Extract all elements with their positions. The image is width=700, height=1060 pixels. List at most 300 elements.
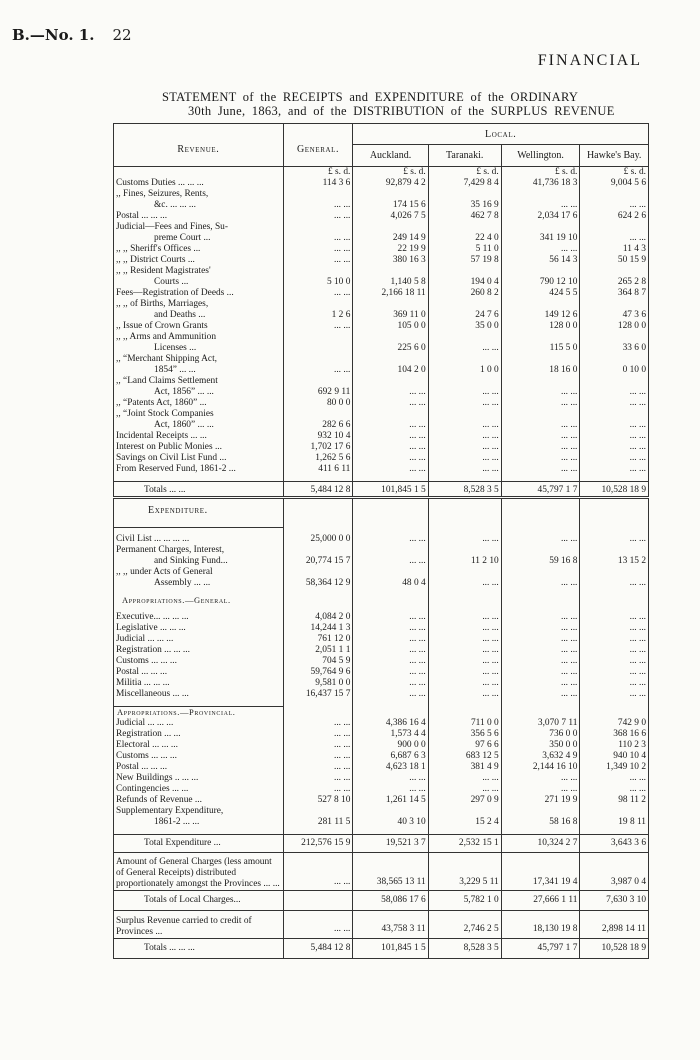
amount-cell: 97 6 6: [428, 740, 501, 751]
row-label: 1854” ... ...: [114, 365, 284, 376]
amount-cell: ... ...: [283, 852, 353, 890]
amount-cell: ... ...: [353, 398, 428, 409]
financial-statement-table: [113, 123, 649, 959]
amount-cell: 5,782 1 0: [428, 890, 501, 910]
row-label: Postal ... ... ...: [114, 211, 284, 222]
expenditure-heading-text: Expenditure.: [114, 505, 284, 527]
amount-cell: [428, 332, 501, 343]
amount-cell: 742 9 0: [580, 718, 649, 729]
expenditure-provincial-row: [114, 729, 649, 740]
amount-cell: 704 5 9: [283, 656, 353, 667]
row-label: Totals ... ...: [114, 482, 284, 498]
row-label: Fees—Registration of Deeds ...: [114, 288, 284, 299]
amount-cell: [501, 354, 580, 365]
amount-cell: [580, 354, 649, 365]
expenditure-general-row: [114, 634, 649, 645]
row-label: Registration ... ...: [114, 729, 284, 740]
amount-cell: ... ...: [580, 678, 649, 689]
amount-cell: [353, 545, 428, 556]
amount-cell: ... ...: [283, 321, 353, 332]
amount-cell: [428, 409, 501, 420]
row-label: Civil List ... ... ... ...: [114, 534, 284, 545]
amount-cell: ... ...: [353, 453, 428, 464]
amount-cell: 43,758 3 11: [353, 910, 428, 938]
amount-cell: [501, 266, 580, 277]
row-label: ,, ,, Arms and Ammunition: [114, 332, 284, 343]
expenditure-section: [114, 498, 649, 959]
amount-cell: 50 15 9: [580, 255, 649, 266]
expenditure-general-row: [114, 656, 649, 667]
revenue-row: [114, 244, 649, 255]
amount-cell: 356 5 6: [428, 729, 501, 740]
amount-cell: 1 2 6: [283, 310, 353, 321]
amount-cell: ... ...: [428, 442, 501, 453]
amount-cell: ... ...: [580, 656, 649, 667]
appropriations-provincial-heading-text: Appropriations.—Provincial.: [114, 706, 284, 718]
amount-cell: 128 0 0: [580, 321, 649, 332]
amount-cell: 282 6 6: [283, 420, 353, 431]
amount-cell: ... ...: [283, 200, 353, 211]
amount-cell: ... ...: [501, 634, 580, 645]
amount-cell: 45,797 1 7: [501, 938, 580, 958]
amount-cell: 114 3 6: [283, 178, 353, 189]
amount-cell: 5,484 12 8: [283, 938, 353, 958]
amount-cell: [428, 266, 501, 277]
amount-cell: [283, 222, 353, 233]
amount-cell: 2,746 2 5: [428, 910, 501, 938]
amount-cell: 194 0 4: [428, 277, 501, 288]
amount-cell: ... ...: [428, 343, 501, 354]
amount-cell: 10,324 2 7: [501, 834, 580, 852]
expenditure-general-row: [114, 678, 649, 689]
amount-cell: ... ...: [580, 200, 649, 211]
amount-cell: ... ...: [353, 773, 428, 784]
expenditure-general-row: [114, 645, 649, 656]
amount-cell: ... ...: [580, 387, 649, 398]
amount-cell: [501, 376, 580, 387]
amount-cell: ... ...: [501, 398, 580, 409]
expenditure-heading: [114, 505, 649, 527]
row-label: 1861-2 ... ...: [114, 817, 284, 828]
revenue-totals: [114, 482, 649, 498]
amount-cell: ... ...: [501, 420, 580, 431]
amount-cell: ... ...: [501, 656, 580, 667]
amount-cell: ... ...: [428, 420, 501, 431]
amount-cell: ... ...: [283, 762, 353, 773]
amount-cell: 1,702 17 6: [283, 442, 353, 453]
amount-cell: ... ...: [501, 431, 580, 442]
revenue-row: [114, 354, 649, 365]
province-taranaki: Taranaki.: [428, 145, 501, 167]
amount-cell: ... ...: [353, 431, 428, 442]
final-totals-row: [114, 938, 649, 958]
amount-cell: ... ...: [428, 623, 501, 634]
revenue-section: [114, 178, 649, 482]
amount-cell: ... ...: [580, 689, 649, 700]
amount-cell: 8,528 3 5: [428, 482, 501, 498]
amount-cell: ... ...: [283, 740, 353, 751]
amount-cell: 212,576 15 9: [283, 834, 353, 852]
revenue-row: [114, 387, 649, 398]
amount-cell: [283, 343, 353, 354]
amount-cell: ... ...: [428, 656, 501, 667]
amount-cell: ... ...: [580, 442, 649, 453]
row-label: ,, ,, of Births, Marriages,: [114, 299, 284, 310]
amount-cell: 101,845 1 5: [353, 482, 428, 498]
surplus-revenue-row: [114, 910, 649, 938]
amount-cell: [501, 222, 580, 233]
amount-cell: ... ...: [428, 612, 501, 623]
expenditure-general-row: [114, 612, 649, 623]
units-label: £ s. d.: [283, 167, 353, 179]
amount-cell: ... ...: [428, 387, 501, 398]
expenditure-provincial-row: [114, 795, 649, 806]
revenue-row: [114, 200, 649, 211]
row-label: ,, ,, Sheriff's Offices ...: [114, 244, 284, 255]
amount-cell: [283, 890, 353, 910]
amount-cell: [353, 222, 428, 233]
row-label: Customs Duties ... ... ...: [114, 178, 284, 189]
amount-cell: ... ...: [580, 233, 649, 244]
amount-cell: [283, 545, 353, 556]
amount-cell: ... ...: [501, 784, 580, 795]
amount-cell: ... ...: [501, 453, 580, 464]
revenue-row: [114, 310, 649, 321]
amount-cell: 10,528 18 9: [580, 482, 649, 498]
statement-title-line1: STATEMENT of the RECEIPTS and EXPENDITURE of the ORDINARY: [162, 90, 579, 104]
row-label: and Sinking Fund...: [114, 556, 284, 567]
amount-cell: 9,581 0 0: [283, 678, 353, 689]
amount-cell: 98 11 2: [580, 795, 649, 806]
page-number: 22: [112, 26, 132, 44]
amount-cell: 59 16 8: [501, 556, 580, 567]
amount-cell: ... ...: [283, 729, 353, 740]
amount-cell: ... ...: [428, 534, 501, 545]
revenue-row: [114, 442, 649, 453]
expenditure-row: [114, 556, 649, 567]
amount-cell: 35 0 0: [428, 321, 501, 332]
amount-cell: 58,086 17 6: [353, 890, 428, 910]
province-hawkes-bay: Hawke's Bay.: [580, 145, 649, 167]
document-reference: B.—No. 1. 22: [12, 26, 132, 44]
amount-cell: [283, 332, 353, 343]
amount-cell: [580, 189, 649, 200]
amount-cell: 369 11 0: [353, 310, 428, 321]
amount-cell: 297 0 9: [428, 795, 501, 806]
row-label: From Reserved Fund, 1861-2 ...: [114, 464, 284, 475]
amount-cell: 2,144 16 10: [501, 762, 580, 773]
amount-cell: 2,051 1 1: [283, 645, 353, 656]
amount-cell: 10,528 18 9: [580, 938, 649, 958]
row-label: Act, 1856” ... ...: [114, 387, 284, 398]
row-label: ,, “Patents Act, 1860” ...: [114, 398, 284, 409]
row-label: Electoral ... ... ...: [114, 740, 284, 751]
amount-cell: [353, 567, 428, 578]
revenue-row: [114, 233, 649, 244]
amount-cell: ... ...: [580, 645, 649, 656]
amount-cell: ... ...: [353, 464, 428, 475]
expenditure-provincial-row: [114, 773, 649, 784]
amount-cell: 9,004 5 6: [580, 178, 649, 189]
amount-cell: 1,261 14 5: [353, 795, 428, 806]
row-label: ,, “Merchant Shipping Act,: [114, 354, 284, 365]
row-label: Assembly ... ...: [114, 578, 284, 589]
row-label: New Buildings .. ... ...: [114, 773, 284, 784]
amount-cell: 2,532 15 1: [428, 834, 501, 852]
amount-cell: 20,774 15 7: [283, 556, 353, 567]
amount-cell: ... ...: [428, 678, 501, 689]
row-label: Permanent Charges, Interest,: [114, 545, 284, 556]
amount-cell: ... ...: [283, 910, 353, 938]
amount-cell: ... ...: [428, 464, 501, 475]
row-label: Total Expenditure ...: [114, 834, 284, 852]
amount-cell: 462 7 8: [428, 211, 501, 222]
amount-cell: ... ...: [580, 773, 649, 784]
amount-cell: 692 9 11: [283, 387, 353, 398]
row-label: ,, ,, Resident Magistrates': [114, 266, 284, 277]
amount-cell: 683 12 5: [428, 751, 501, 762]
expenditure-provincial-row: [114, 784, 649, 795]
amount-cell: [428, 376, 501, 387]
amount-cell: ... ...: [353, 556, 428, 567]
amount-cell: 381 4 9: [428, 762, 501, 773]
amount-cell: 7,630 3 10: [580, 890, 649, 910]
row-label: Registration ... ... ...: [114, 645, 284, 656]
amount-cell: [283, 266, 353, 277]
amount-cell: ... ...: [580, 612, 649, 623]
expenditure-general-row: [114, 623, 649, 634]
amount-cell: ... ...: [353, 645, 428, 656]
amount-cell: ... ...: [353, 678, 428, 689]
row-label: Licenses ...: [114, 343, 284, 354]
amount-cell: 101,845 1 5: [353, 938, 428, 958]
amount-cell: 790 12 10: [501, 277, 580, 288]
amount-cell: 1,262 5 6: [283, 453, 353, 464]
amount-cell: 5,484 12 8: [283, 482, 353, 498]
amount-cell: 350 0 0: [501, 740, 580, 751]
amount-cell: [580, 222, 649, 233]
amount-cell: 4,623 18 1: [353, 762, 428, 773]
amount-cell: 24 7 6: [428, 310, 501, 321]
amount-cell: 80 0 0: [283, 398, 353, 409]
amount-cell: 368 16 6: [580, 729, 649, 740]
amount-cell: [353, 332, 428, 343]
local-charges-totals-row: [114, 890, 649, 910]
amount-cell: 59,764 9 6: [283, 667, 353, 678]
row-label: Miscellaneous ... ...: [114, 689, 284, 700]
revenue-row: [114, 288, 649, 299]
amount-cell: 3,643 3 6: [580, 834, 649, 852]
amount-cell: [428, 354, 501, 365]
amount-cell: 225 6 0: [353, 343, 428, 354]
amount-cell: ... ...: [353, 534, 428, 545]
row-label: Totals of Local Charges...: [114, 890, 284, 910]
row-label: Interest on Public Monies ...: [114, 442, 284, 453]
amount-cell: 25,000 0 0: [283, 534, 353, 545]
amount-cell: [283, 567, 353, 578]
amount-cell: 14,244 1 3: [283, 623, 353, 634]
expenditure-provincial-row: [114, 817, 649, 828]
amount-cell: 48 0 4: [353, 578, 428, 589]
amount-cell: 2,166 18 11: [353, 288, 428, 299]
amount-cell: 11 4 3: [580, 244, 649, 255]
row-label: Supplementary Expenditure,: [114, 806, 284, 817]
amount-cell: ... ...: [501, 689, 580, 700]
amount-cell: [428, 189, 501, 200]
row-label: ,, ,, under Acts of General: [114, 567, 284, 578]
amount-cell: [353, 299, 428, 310]
row-label: preme Court ...: [114, 233, 284, 244]
amount-cell: [580, 567, 649, 578]
row-label: ,, “Land Claims Settlement: [114, 376, 284, 387]
amount-cell: [501, 545, 580, 556]
amount-cell: ... ...: [580, 398, 649, 409]
row-label: Savings on Civil List Fund ...: [114, 453, 284, 464]
amount-cell: ... ...: [428, 773, 501, 784]
row-label: Postal ... ... ...: [114, 762, 284, 773]
row-label: ,, ,, District Courts ...: [114, 255, 284, 266]
amount-cell: 249 14 9: [353, 233, 428, 244]
revenue-header: Revenue.: [114, 124, 284, 167]
amount-cell: ... ...: [501, 645, 580, 656]
amount-cell: 932 10 4: [283, 431, 353, 442]
amount-cell: ... ...: [428, 645, 501, 656]
revenue-row: [114, 431, 649, 442]
amount-cell: ... ...: [428, 667, 501, 678]
amount-cell: 128 0 0: [501, 321, 580, 332]
row-label: Incidental Receipts ... ...: [114, 431, 284, 442]
amount-cell: 0 10 0: [580, 365, 649, 376]
amount-cell: ... ...: [353, 689, 428, 700]
expenditure-provincial-row: [114, 762, 649, 773]
row-label: Totals ... ... ...: [114, 938, 284, 958]
appropriations-provincial-heading: [114, 706, 649, 718]
amount-cell: ... ...: [428, 578, 501, 589]
amount-cell: 260 8 2: [428, 288, 501, 299]
amount-cell: ... ...: [580, 578, 649, 589]
amount-cell: ... ...: [428, 431, 501, 442]
row-label: Militia ... ... ...: [114, 678, 284, 689]
amount-cell: 3,632 4 9: [501, 751, 580, 762]
amount-cell: [580, 409, 649, 420]
amount-cell: 380 16 3: [353, 255, 428, 266]
revenue-row: [114, 464, 649, 475]
amount-cell: 736 0 0: [501, 729, 580, 740]
revenue-row: [114, 321, 649, 332]
amount-cell: 33 6 0: [580, 343, 649, 354]
row-label: Postal ... ... ...: [114, 667, 284, 678]
general-charges-row: [114, 852, 649, 890]
row-label: Act, 1860” ... ...: [114, 420, 284, 431]
amount-cell: 341 19 10: [501, 233, 580, 244]
units-label: £ s. d.: [353, 167, 428, 179]
amount-cell: [428, 567, 501, 578]
amount-cell: ... ...: [353, 634, 428, 645]
amount-cell: 527 8 10: [283, 795, 353, 806]
amount-cell: [353, 806, 428, 817]
units-label: £ s. d.: [501, 167, 580, 179]
amount-cell: ... ...: [501, 534, 580, 545]
expenditure-general-row: [114, 689, 649, 700]
amount-cell: [580, 376, 649, 387]
amount-cell: 174 15 6: [353, 200, 428, 211]
amount-cell: 56 14 3: [501, 255, 580, 266]
amount-cell: ... ...: [501, 464, 580, 475]
row-label: Legislative ... ... ...: [114, 623, 284, 634]
amount-cell: ... ...: [283, 288, 353, 299]
amount-cell: 411 6 11: [283, 464, 353, 475]
amount-cell: 18 16 0: [501, 365, 580, 376]
statement-title-line2: 30th June, 1863, and of the DISTRIBUTION of the SURPLUS REVENUE: [188, 104, 615, 118]
amount-cell: [283, 354, 353, 365]
amount-cell: [428, 299, 501, 310]
amount-cell: [353, 354, 428, 365]
amount-cell: [580, 332, 649, 343]
amount-cell: [428, 222, 501, 233]
revenue-row: [114, 398, 649, 409]
amount-cell: [353, 189, 428, 200]
amount-cell: ... ...: [501, 244, 580, 255]
amount-cell: 58 16 8: [501, 817, 580, 828]
revenue-row: [114, 222, 649, 233]
amount-cell: ... ...: [428, 689, 501, 700]
expenditure-provincial-row: [114, 806, 649, 817]
amount-cell: 6,687 6 3: [353, 751, 428, 762]
expenditure-provincial-row: [114, 751, 649, 762]
amount-cell: 761 12 0: [283, 634, 353, 645]
amount-cell: 424 5 5: [501, 288, 580, 299]
amount-cell: 265 2 8: [580, 277, 649, 288]
row-label: &c. ... ... ...: [114, 200, 284, 211]
amount-cell: [353, 409, 428, 420]
expenditure-row: [114, 534, 649, 545]
units-label: £ s. d.: [428, 167, 501, 179]
row-label: Executive... ... ... ...: [114, 612, 284, 623]
amount-cell: 104 2 0: [353, 365, 428, 376]
amount-cell: 281 11 5: [283, 817, 353, 828]
amount-cell: 110 2 3: [580, 740, 649, 751]
amount-cell: 900 0 0: [353, 740, 428, 751]
amount-cell: 47 3 6: [580, 310, 649, 321]
amount-cell: 22 19 9: [353, 244, 428, 255]
amount-cell: 15 2 4: [428, 817, 501, 828]
revenue-row: [114, 376, 649, 387]
amount-cell: [283, 409, 353, 420]
province-auckland: Auckland.: [353, 145, 428, 167]
amount-cell: 3,987 0 4: [580, 852, 649, 890]
revenue-row: [114, 255, 649, 266]
amount-cell: ... ...: [501, 200, 580, 211]
amount-cell: ... ...: [283, 718, 353, 729]
row-label: Courts ...: [114, 277, 284, 288]
row-label: Customs ... ... ...: [114, 751, 284, 762]
amount-cell: ... ...: [501, 623, 580, 634]
amount-cell: ... ...: [580, 534, 649, 545]
amount-cell: 2,898 14 11: [580, 910, 649, 938]
amount-cell: ... ...: [501, 578, 580, 589]
amount-cell: 4,084 2 0: [283, 612, 353, 623]
amount-cell: 16,437 15 7: [283, 689, 353, 700]
revenue-row: [114, 420, 649, 431]
amount-cell: 92,879 4 2: [353, 178, 428, 189]
amount-cell: [283, 806, 353, 817]
revenue-row: [114, 266, 649, 277]
amount-cell: 22 4 0: [428, 233, 501, 244]
amount-cell: 115 5 0: [501, 343, 580, 354]
row-label: Customs ... ... ...: [114, 656, 284, 667]
revenue-row: [114, 409, 649, 420]
amount-cell: 7,429 8 4: [428, 178, 501, 189]
